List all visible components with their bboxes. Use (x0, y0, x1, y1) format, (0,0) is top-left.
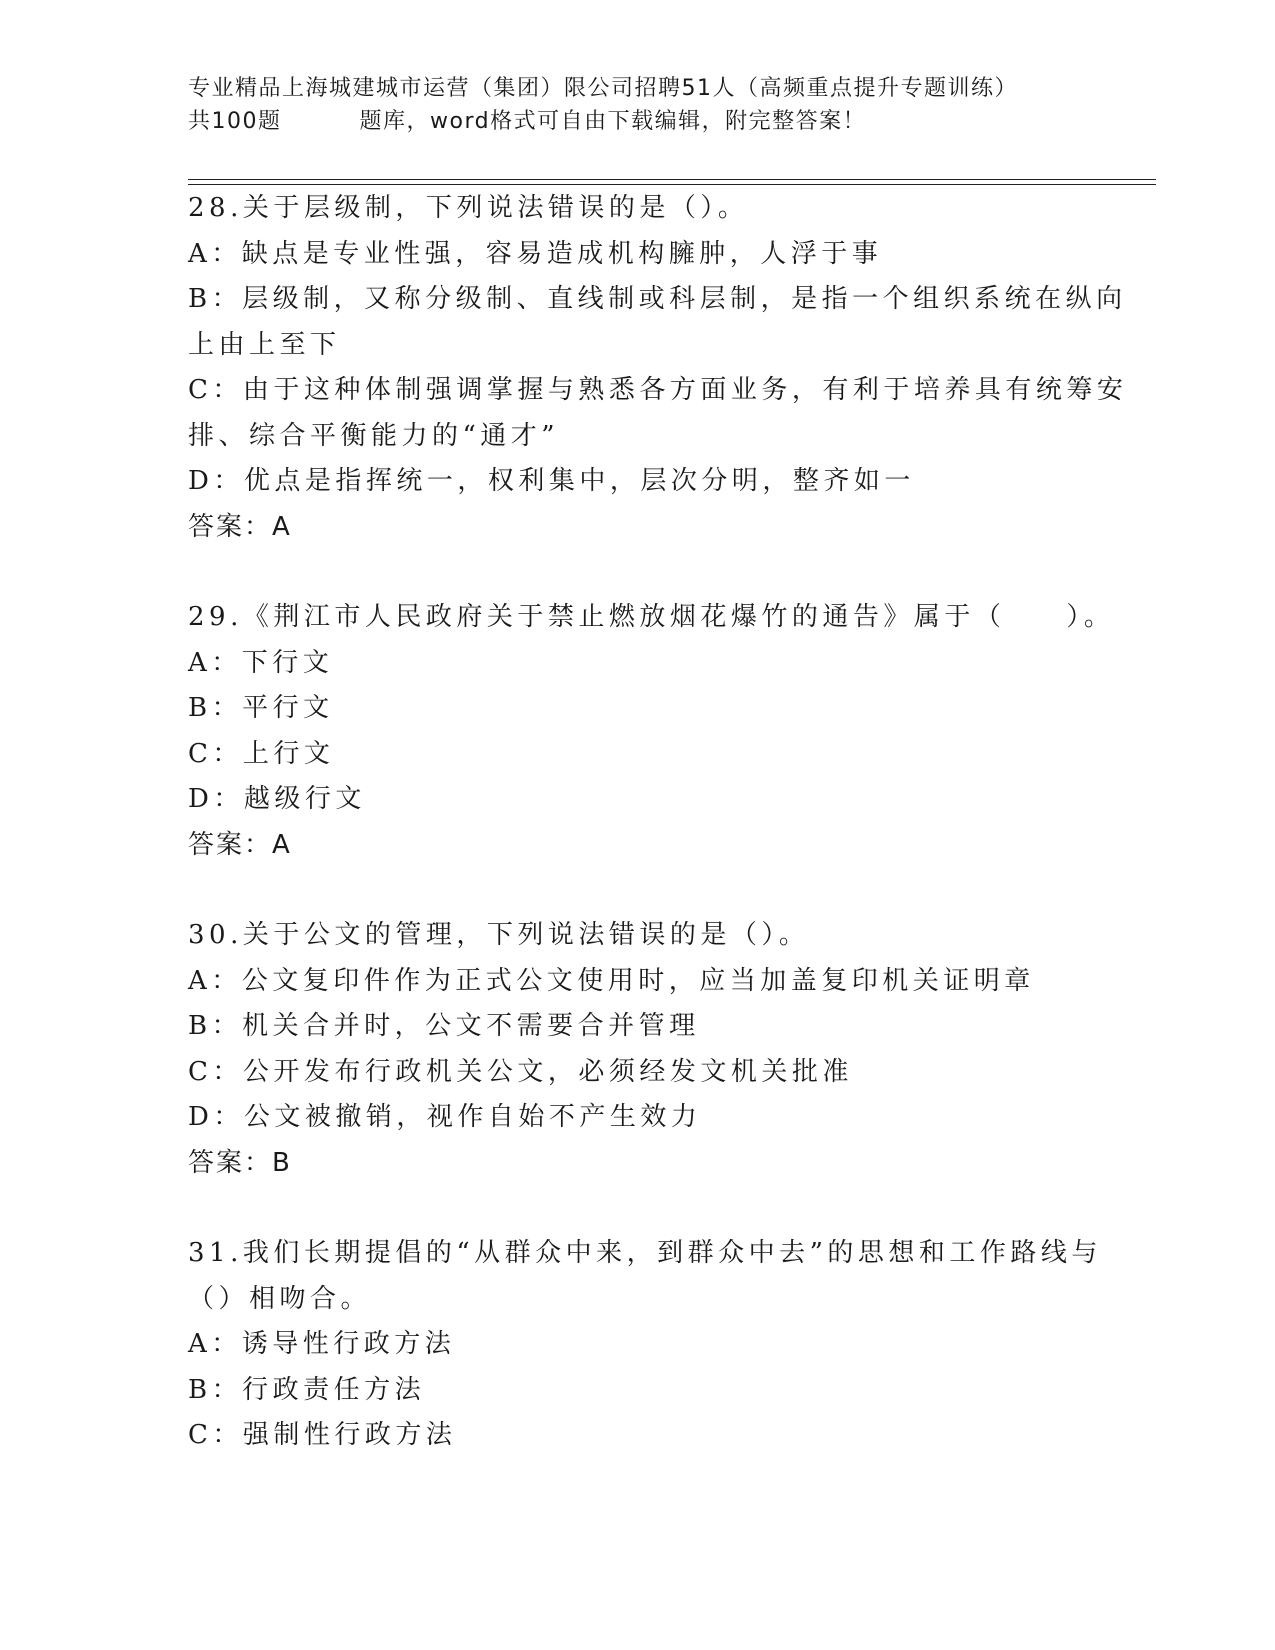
answer-key: 答案：A (188, 511, 292, 542)
answer-key: 答案：B (188, 1147, 292, 1178)
question-list (188, 186, 1128, 1504)
question-stem: 28.关于层级制，下列说法错误的是（）。 (188, 193, 749, 223)
question-stem: 29.《荆江市人民政府关于禁止燃放烟花爆竹的通告》属于（ ）。 (188, 602, 1115, 632)
question-item (188, 186, 1128, 550)
answer-option: 上由上至下 (188, 329, 341, 360)
page-header (188, 72, 1088, 138)
header-description: 题库，word格式可自由下载编辑，附完整答案！ (359, 109, 867, 134)
answer-option: B：行政责任方法 (188, 1374, 426, 1405)
answer-option: B：平行文 (188, 693, 334, 723)
answer-option: D：优点是指挥统一，权利集中，层次分明，整齐如一 (188, 466, 915, 496)
header-double-rule (188, 179, 1156, 185)
answer-option: C：强制性行政方法 (188, 1420, 457, 1450)
question-item (188, 913, 1088, 1186)
question-stem: 30.关于公文的管理，下列说法错误的是（）。 (188, 920, 810, 950)
question-item (188, 595, 1115, 868)
header-title-line: 专业精品上海城建城市运营（集团）限公司招聘51人（高频重点提升专题训练） (188, 76, 1018, 101)
answer-key: 答案：A (188, 829, 292, 860)
question-stem: （）相吻合。 (188, 1283, 372, 1314)
answer-option: A：公文复印件作为正式公文使用时，应当加盖复印机关证明章 (188, 965, 1035, 996)
question-stem: 31.我们长期提倡的“从群众中来，到群众中去”的思想和工作路线与 (188, 1238, 1102, 1268)
answer-option: 排、综合平衡能力的“通才” (188, 420, 560, 451)
answer-option: C：由于这种体制强调掌握与熟悉各方面业务，有利于培养具有统筹安 (188, 375, 1128, 405)
answer-option: B：层级制，又称分级制、直线制或科层制，是指一个组织系统在纵向 (188, 284, 1127, 314)
answer-option: C：公开发布行政机关公文，必须经发文机关批准 (188, 1056, 853, 1087)
question-item (188, 1231, 1102, 1459)
answer-option: C：上行文 (188, 738, 335, 769)
answer-option: D：越级行文 (188, 784, 366, 814)
answer-option: A：诱导性行政方法 (188, 1329, 456, 1359)
answer-option: D：公文被撤销，视作自始不产生效力 (188, 1102, 702, 1132)
answer-option: B：机关合并时，公文不需要合并管理 (188, 1011, 700, 1041)
header-subtitle-line (188, 105, 1088, 138)
header-question-count: 共100题 (188, 109, 282, 134)
answer-option: A：缺点是专业性强，容易造成机构臃肿，人浮于事 (188, 238, 883, 269)
answer-option: A：下行文 (188, 647, 334, 678)
